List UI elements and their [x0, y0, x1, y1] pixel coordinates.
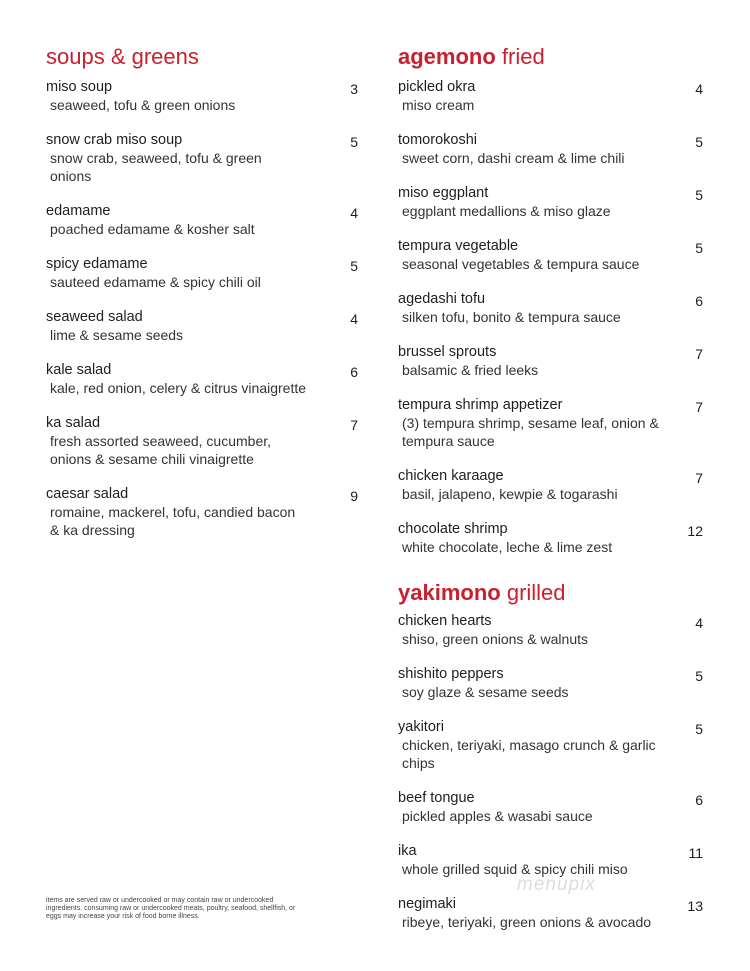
menu-item [398, 343, 703, 379]
item-description: snow crab, seaweed, tofu & green onions [50, 150, 262, 184]
menu-item [46, 308, 358, 344]
item-description: seasonal vegetables & tempura sauce [402, 256, 640, 272]
item-price: 6 [350, 364, 358, 380]
section-title-main: yakimono [398, 580, 501, 605]
item-price: 5 [695, 240, 703, 256]
section-title-sub: grilled [506, 580, 566, 605]
item-price: 5 [695, 187, 703, 203]
item-name: negimaki [398, 896, 457, 912]
section-title [398, 578, 703, 608]
menu-list [46, 78, 358, 539]
item-price: 4 [695, 81, 703, 97]
menu-item [398, 237, 703, 273]
item-description: poached edamame & kosher salt [50, 221, 255, 237]
menu-item [398, 665, 703, 701]
section-title [398, 42, 703, 72]
section-title-main: soups & greens [46, 44, 199, 69]
item-price: 9 [350, 488, 358, 504]
item-price: 7 [695, 470, 703, 486]
item-name: brussel sprouts [398, 344, 497, 360]
item-description: sweet corn, dashi cream & lime chili [402, 150, 625, 166]
item-name: snow crab miso soup [46, 132, 183, 148]
item-name: yakitori [398, 719, 444, 735]
item-price: 5 [350, 258, 358, 274]
menu-item [398, 895, 703, 931]
menu-item [46, 131, 358, 185]
menu-item [46, 202, 358, 238]
menu-item [398, 718, 703, 772]
item-name: caesar salad [46, 486, 129, 502]
item-description: soy glaze & sesame seeds [402, 684, 569, 700]
section-title [46, 42, 346, 72]
item-description: seaweed, tofu & green onions [50, 97, 236, 113]
item-description: pickled apples & wasabi sauce [402, 808, 593, 824]
item-description: sauteed edamame & spicy chili oil [50, 274, 261, 290]
item-description: balsamic & fried leeks [402, 362, 539, 378]
section-agemono [398, 42, 703, 556]
item-price: 12 [687, 523, 703, 539]
item-price: 7 [695, 346, 703, 362]
item-description: chicken, teriyaki, masago crunch & garlic chips [402, 737, 656, 771]
item-description: white chocolate, leche & lime zest [402, 539, 613, 555]
item-price: 3 [350, 81, 358, 97]
item-price: 5 [695, 668, 703, 684]
menu-item [398, 184, 703, 220]
menu-item [398, 842, 703, 878]
section-soups-greens [46, 42, 358, 539]
menu-item [398, 290, 703, 326]
food-safety-disclaimer: items are served raw or undercooked or may contain raw or undercooked ingredients. consuming raw or undercooked meats, poultry, seafood, shellfish, or eggs may increase your risk of food borne illness. [46, 897, 296, 920]
item-description: kale, red onion, celery & citrus vinaigrette [50, 380, 307, 396]
menu-item [46, 485, 358, 539]
item-description: ribeye, teriyaki, green onions & avocado [402, 914, 652, 930]
menu-item [398, 396, 703, 450]
item-description: romaine, mackerel, tofu, candied bacon & ka dressing [50, 504, 296, 538]
item-name: tempura vegetable [398, 238, 519, 254]
item-description: silken tofu, bonito & tempura sauce [402, 309, 621, 325]
section-title-sub: fried [501, 44, 545, 69]
menu-item [398, 789, 703, 825]
menu-item [398, 520, 703, 556]
item-name: agedashi tofu [398, 291, 486, 307]
item-description: eggplant medallions & miso glaze [402, 203, 611, 219]
item-description: miso cream [402, 97, 475, 113]
item-price: 6 [695, 293, 703, 309]
item-description: basil, jalapeno, kewpie & togarashi [402, 486, 618, 502]
menu-item [46, 78, 358, 114]
item-name: shishito peppers [398, 666, 504, 682]
item-name: kale salad [46, 362, 112, 378]
item-price: 13 [687, 898, 703, 914]
item-name: chicken karaage [398, 468, 504, 484]
item-price: 4 [350, 205, 358, 221]
item-name: pickled okra [398, 79, 476, 95]
section-title-main: agemono [398, 44, 496, 69]
item-name: tomorokoshi [398, 132, 477, 148]
item-description: (3) tempura shrimp, sesame leaf, onion & tempura sauce [402, 415, 659, 449]
left-column [46, 42, 358, 556]
item-description: whole grilled squid & spicy chili miso [402, 861, 628, 877]
item-price: 11 [688, 845, 703, 861]
item-price: 6 [695, 792, 703, 808]
menu-item [46, 414, 358, 468]
item-name: miso soup [46, 79, 113, 95]
item-name: ika [398, 843, 417, 859]
item-price: 5 [695, 721, 703, 737]
item-price: 5 [350, 134, 358, 150]
right-column [398, 42, 703, 948]
item-price: 7 [350, 417, 358, 433]
item-name: miso eggplant [398, 185, 489, 201]
item-name: tempura shrimp appetizer [398, 397, 563, 413]
item-description: fresh assorted seaweed, cucumber, onions & sesame chili vinaigrette [50, 433, 272, 467]
item-name: chicken hearts [398, 613, 492, 629]
item-description: lime & sesame seeds [50, 327, 184, 343]
item-name: edamame [46, 203, 111, 219]
menu-item [398, 467, 703, 503]
watermark: menupix [517, 874, 596, 895]
item-price: 7 [695, 399, 703, 415]
menu-item [398, 131, 703, 167]
item-name: beef tongue [398, 790, 475, 806]
menu-item [398, 612, 703, 648]
item-name: seaweed salad [46, 309, 143, 325]
item-price: 4 [695, 615, 703, 631]
item-description: shiso, green onions & walnuts [402, 631, 588, 647]
item-price: 5 [695, 134, 703, 150]
item-name: ka salad [46, 415, 101, 431]
item-name: spicy edamame [46, 256, 148, 272]
item-price: 4 [350, 311, 358, 327]
menu-item [46, 255, 358, 291]
item-name: chocolate shrimp [398, 521, 508, 537]
menu-item [46, 361, 358, 397]
menu-item [398, 78, 703, 114]
menu-list [398, 78, 703, 556]
